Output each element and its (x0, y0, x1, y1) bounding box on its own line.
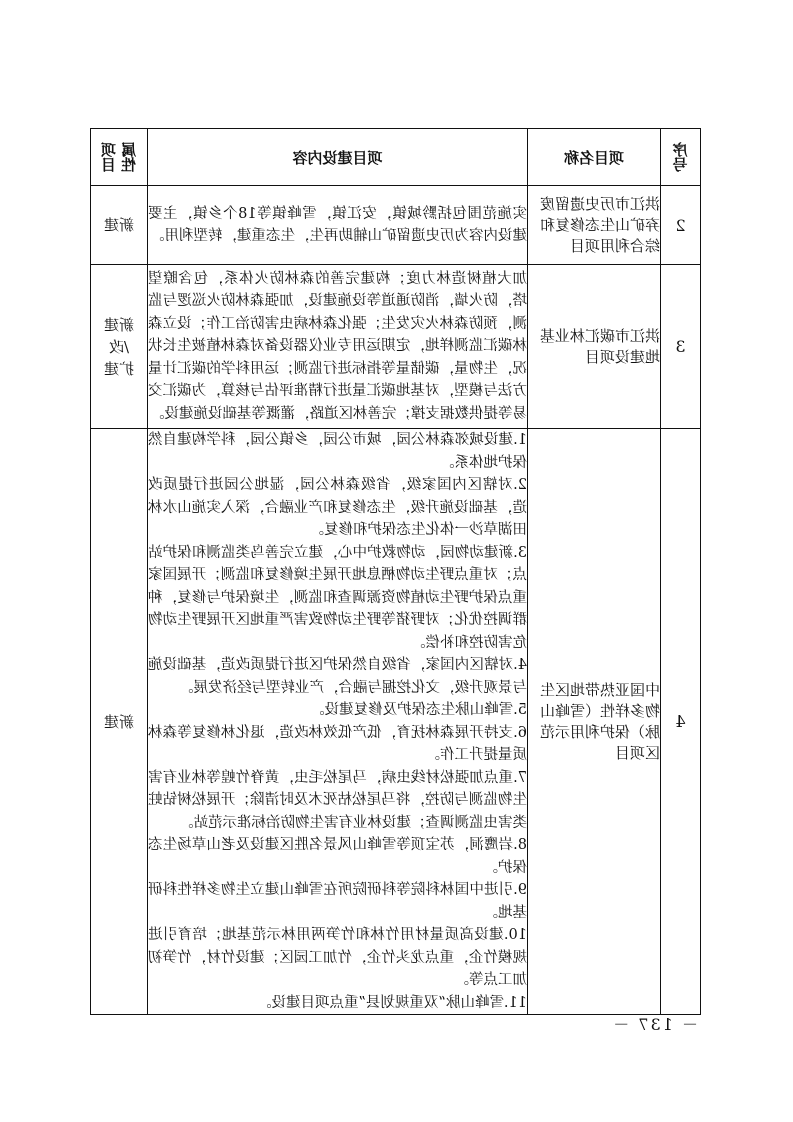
header-attribute: 项目属性 (91, 129, 148, 186)
table-row (91, 429, 701, 1015)
table-row (91, 265, 701, 429)
project-table (90, 128, 701, 1015)
row-seq: 3 (661, 265, 701, 429)
table-row (91, 186, 701, 265)
row-content (148, 186, 528, 265)
row-seq: 2 (661, 186, 701, 265)
content-item: 1.建设城郊森林公园，城市公园，乡镇公园，科学构建自然保护地体系。 (148, 432, 527, 471)
content-item: 加大植树造林力度；构建完善的森林防火体系，包含瞭望塔，防火墙，消防通道等设施建设，加强森林防火巡逻与监测，预防森林火灾发生；强化森林病虫害防治工作；设立森林碳汇监测样地，定期运用专业仪器设备对森林植被生长状况，生物量，碳储量等指标进行监测；运用科学的碳汇计量方法与模型，对基地碳汇量进行精准评估与核算，为碳汇交易等提供数据支撑；完善林区道路，灌溉等基础设施建设。 (148, 270, 527, 422)
attribute-part: 新建 (104, 712, 135, 731)
attribute-part: 新建 (104, 315, 135, 334)
content-item: 5.雪峰山脉生态保护及修复建设。 (310, 702, 527, 718)
header-name: 项目名称 (528, 129, 661, 186)
content-item: 7.重点加强松材线虫病，马尾松毛虫，黄脊竹蝗等林业有害生物监测与防控，将马尾松枯死木及时清除；开展松树钻蛀类害虫监测调查；建设林业有害生物防治标准示范站。 (148, 769, 527, 831)
content-item: 10.建设高质量材用竹林和竹笋两用林示范基地；培育引进规模竹企，重点龙头竹企，竹加工园区；建设竹材，竹笋初加工点等。 (148, 927, 527, 988)
row-attribute (91, 186, 148, 265)
table-body (91, 186, 701, 1015)
content-item: 11.雪峰山脉“双重规划县”重点项目建设。 (257, 994, 527, 1011)
content-item: 9.引进中国林科院等科研院所在雪峰山建立生物多样性科研基地。 (148, 882, 527, 921)
header-seq: 序号 (661, 129, 701, 186)
attribute-part: 新建 (104, 216, 135, 234)
row-attribute (91, 429, 148, 1015)
content-item: 8.岩鹰洞，苏宝顶等雪峰山风景名胜区建设及老山草场生态保护。 (148, 837, 527, 876)
row-content (148, 429, 528, 1015)
row-seq: 4 (661, 429, 701, 1015)
header-content: 项目建设内容 (148, 129, 528, 186)
content-item: 6.支持开展森林抚育，低产低效林改造，退化林修复等森林质量提升工作。 (148, 724, 527, 763)
content-item: 4.对辖区内国家，省级自然保护区进行提质改造，基础设施与景观升级，文化挖掘与融合，产业转型与经济发展。 (148, 657, 527, 696)
content-item: 实施范围包括黔城镇，安江镇，雪峰镇等18个乡镇，主要建设内容为历史遗留矿山辅助再生，生态重建，转型利用。 (148, 205, 527, 244)
content-item: 3.新建动物园，动物救护中心，建立完善鸟类监测和保护站点；对重点野生动物栖息地开展生境修复和监测；开展国家重点保护野生动植物资源调查和监测，生境保护与修复，种群调控优化；对野猪等野生动物致害严重地区开展野生动物危害防控和补偿。 (148, 544, 527, 651)
content-item: 2.对辖区内国家级，省级森林公园，湿地公园进行提质改造，基础设施升级，生态修复和产业融合，深入实施山水林田湖草沙一体化生态保护和修复。 (148, 477, 527, 538)
row-attribute (91, 265, 148, 429)
row-project-name: 洪江市碳汇林业基地建设项目 (528, 265, 661, 429)
page-number: － 137 － (611, 1015, 698, 1034)
row-content (148, 265, 528, 429)
row-project-name: 中国亚热带地区生物多样性（雪峰山脉）保护利用示范区项目 (528, 429, 661, 1015)
attribute-part: /改 (108, 337, 130, 356)
row-project-name: 洪江市历史遗留废弃矿山生态修复和综合利用项目 (528, 186, 661, 265)
table-header-row (91, 129, 701, 186)
attribute-part: 扩建 (104, 359, 135, 378)
